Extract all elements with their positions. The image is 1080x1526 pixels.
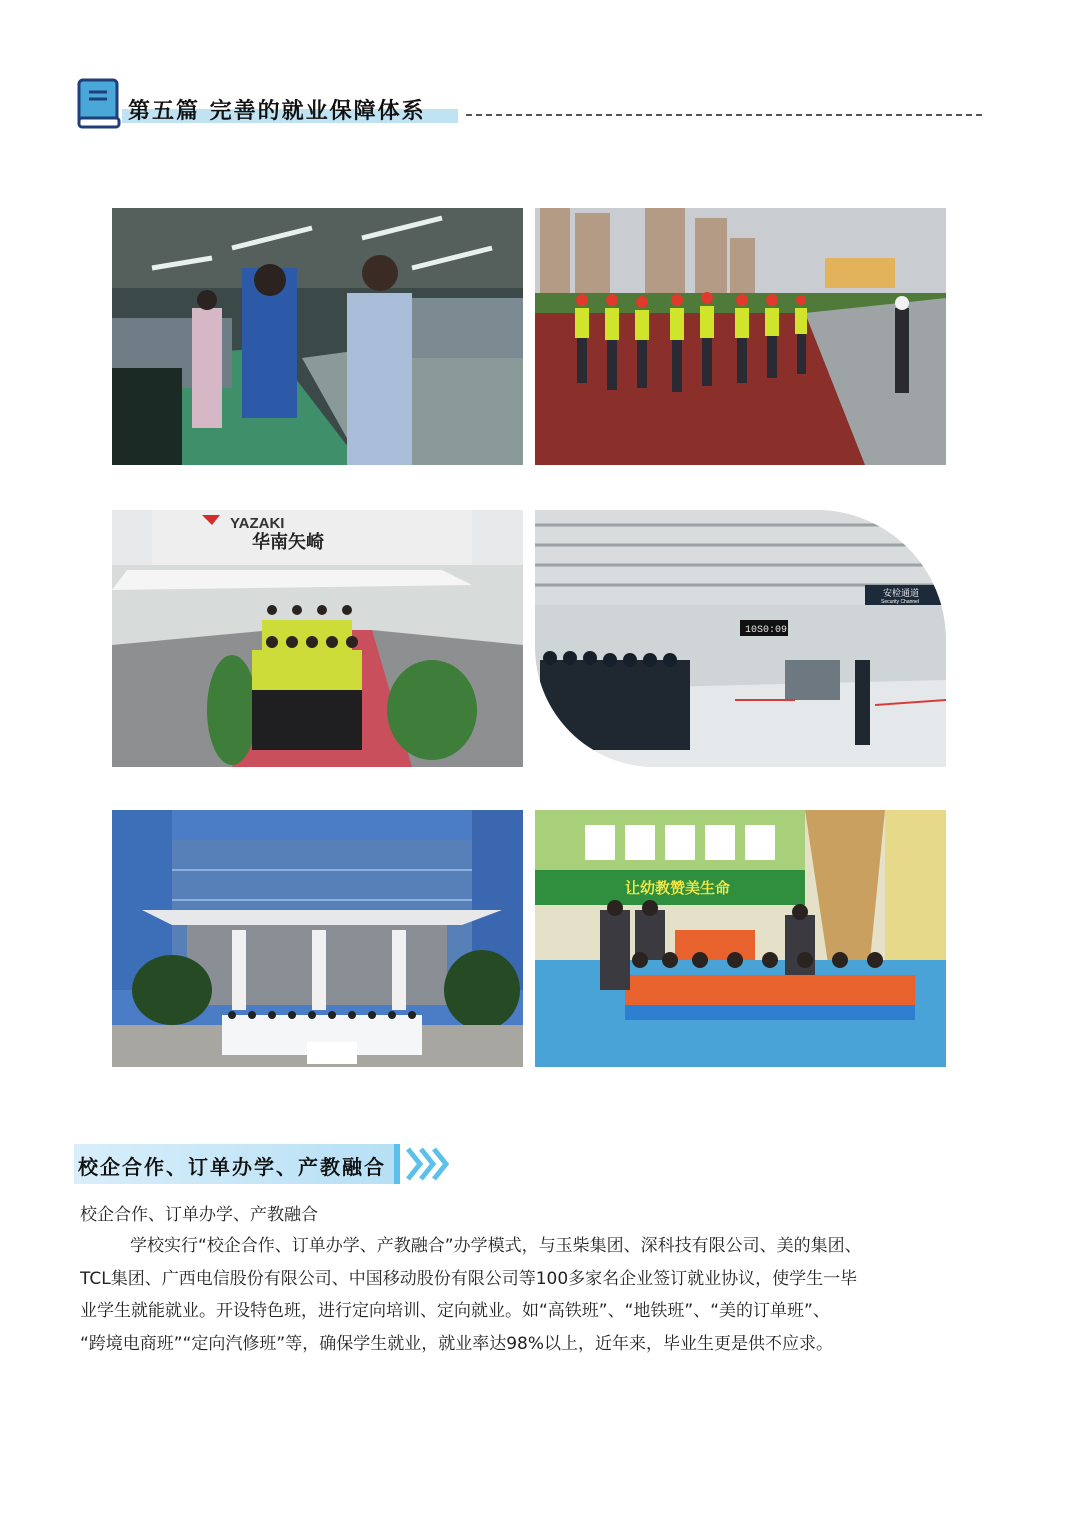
paragraph-line: TCL集团、广西电信股份有限公司、中国移动股份有限公司等100多家名企业签订就业协议，使学生一毕 <box>80 1268 858 1289</box>
yazaki-sign-text: YAZAKI <box>230 515 285 532</box>
yazaki-company-group-photo <box>112 510 523 767</box>
body-paragraph <box>80 1230 1020 1360</box>
page-title: 第五篇 完善的就业保障体系 <box>128 99 426 124</box>
students-safety-vest-lineup-photo <box>535 208 946 465</box>
paragraph-line: “跨境电商班”“定向汽修班”等，确保学生就业，就业率达98%以上，近年来，毕业生更是供不应求。 <box>80 1333 834 1354</box>
triple-chevron-right-icon <box>404 1143 452 1185</box>
kindergarten-banner-text: 让幼教赞美生命 <box>625 879 731 897</box>
paragraph-line: 学校实行“校企合作、订单办学、产教融合”办学模式，与玉柴集团、深科技有限公司、美的集团、 <box>130 1236 862 1256</box>
security-channel-subtext: Security Channel <box>881 599 920 605</box>
yazaki-sign-subtext: 华南矢崎 <box>252 532 324 553</box>
factory-workshop-photo <box>112 208 523 465</box>
paragraph-line: 业学生就能就业。开设特色班，进行定向培训、定向就业。如“高铁班”、“地铁班”、“美的订单班”、 <box>80 1301 830 1321</box>
section-heading-edge <box>394 1144 400 1184</box>
metro-security-staff-photo <box>535 510 946 767</box>
kindergarten-group-photo <box>535 810 946 1067</box>
section-title: 校企合作、订单办学、产教融合 <box>78 1155 386 1179</box>
book-icon <box>76 78 122 130</box>
header-dashed-rule <box>466 114 982 116</box>
security-channel-sign: 安检通道 <box>883 589 920 599</box>
company-headquarters-group-photo <box>112 810 523 1067</box>
body-subtitle: 校企合作、订单办学、产教融合 <box>80 1205 318 1225</box>
platform-clock-text: 10S0:09 <box>745 625 788 636</box>
